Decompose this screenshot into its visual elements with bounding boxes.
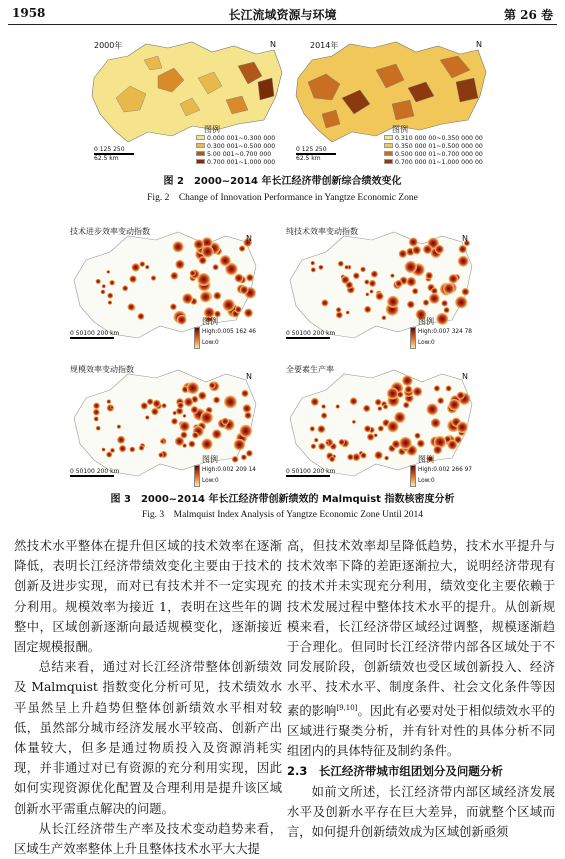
- density-spot: [346, 281, 354, 289]
- density-spot: [190, 270, 196, 276]
- density-spot: [102, 284, 106, 288]
- density-spot: [171, 418, 178, 425]
- density-spot: [110, 448, 115, 453]
- density-spot: [318, 443, 325, 450]
- density-spot: [151, 275, 156, 280]
- density-spot: [170, 303, 177, 310]
- density-spot: [145, 415, 149, 419]
- density-spot: [384, 456, 389, 461]
- legend-title: 图例: [202, 455, 218, 464]
- density-spot: [459, 245, 467, 253]
- density-spot: [321, 412, 327, 418]
- density-spot: [240, 286, 249, 295]
- legend-title: 图例: [392, 125, 408, 134]
- density-legend: 图例 High:0.002 266 97 Low:0: [410, 454, 472, 487]
- density-spot: [321, 299, 328, 306]
- north-arrow: N: [270, 40, 276, 49]
- density-spot: [434, 385, 440, 391]
- density-spot: [397, 391, 403, 397]
- density-spot: [441, 300, 448, 307]
- density-spot: [387, 296, 399, 308]
- density-spot: [213, 397, 220, 404]
- density-spot: [360, 267, 366, 273]
- density-spot: [224, 395, 237, 408]
- density-spot: [394, 412, 405, 423]
- fig3-panel: [282, 222, 482, 350]
- density-spot: [179, 421, 189, 431]
- density-spot: [403, 402, 409, 408]
- density-spot: [109, 280, 115, 286]
- density-spot: [425, 272, 433, 280]
- density-spot: [437, 397, 444, 404]
- density-spot: [209, 382, 216, 389]
- density-legend: 图例 High:0.002 209 14 Low:0: [194, 454, 256, 487]
- page-number: 1958: [12, 6, 46, 20]
- density-spot: [462, 288, 470, 296]
- density-spot: [402, 375, 413, 386]
- density-spot: [390, 274, 394, 278]
- density-spot: [338, 261, 344, 267]
- density-spot: [346, 311, 350, 315]
- density-spot: [101, 290, 106, 295]
- paragraph: 然技术水平整体在提升但区域的技术效率在逐渐降低，表明长江经济带绩效变化主要由于技术的创新及进步实现，而对已有技术并不一定实现充分利用。规模效率为接近 1，表明在这些年的调整中，区域创新逐渐向最适规模变化，逐渐接近固定规模报酬。: [14, 539, 282, 655]
- density-spot: [223, 299, 235, 311]
- density-spot: [336, 307, 341, 312]
- density-spot: [409, 237, 418, 246]
- density-spot: [399, 250, 407, 258]
- density-spot: [377, 406, 382, 411]
- density-spot: [426, 403, 438, 415]
- density-spot: [139, 445, 145, 451]
- density-spot: [423, 299, 429, 305]
- volume-label: 第 26 卷: [503, 8, 553, 22]
- density-spot: [202, 246, 214, 258]
- density-spot: [423, 245, 432, 254]
- density-spot: [376, 292, 384, 300]
- density-spot: [173, 241, 184, 252]
- density-spot: [239, 425, 252, 438]
- legend-title: 图例: [202, 317, 218, 326]
- density-spot: [96, 279, 101, 284]
- density-spot: [399, 437, 412, 450]
- density-spot: [364, 279, 369, 284]
- density-spot: [183, 414, 187, 418]
- density-spot: [339, 439, 345, 445]
- density-spot: [326, 441, 330, 445]
- density-spot: [392, 440, 400, 448]
- density-spot: [140, 261, 146, 267]
- density-spot: [414, 433, 420, 439]
- density-spot: [102, 448, 106, 452]
- density-spot: [177, 315, 187, 325]
- density-spot: [137, 313, 144, 320]
- density-spot: [360, 452, 366, 458]
- fig3-panel: [66, 360, 266, 488]
- density-spot: [443, 283, 454, 294]
- density-spot: [107, 293, 113, 299]
- running-header: [0, 0, 565, 26]
- fig2-left-year: 2000年: [94, 41, 123, 50]
- density-spot: [131, 263, 140, 272]
- density-spot: [364, 306, 371, 313]
- density-spot: [314, 438, 319, 443]
- density-spot: [457, 392, 465, 400]
- density-spot: [107, 270, 111, 274]
- density-spot: [187, 382, 199, 394]
- density-spot: [364, 425, 371, 432]
- density-spot: [387, 421, 399, 433]
- density-spot: [235, 306, 242, 313]
- paragraph: 高，但技术效率却呈降低趋势，技术水平提升与技术效率下降的差距逐渐拉大，说明经济带现有的技术并未实现充分利用，绩效变化主要依赖于技术发展过程中整体技术水平的提升。从创新规模来看，长江经济带区域经过调整，规模逐渐趋于合理化。但同时长江经济带内部各区域处于不同发展阶段，创新绩效也受区域创新投入、经济水平、技术水平、制度条件、社会文化条件等因素的影响[9,10]。因此有必要对处于相似绩效水平的区域进行聚类分析，并有针对性的具体分析不同组团内的具体特征及制约条件。: [287, 539, 555, 759]
- fig2-left-scale: 0 125 250 62.5 km: [94, 146, 134, 162]
- density-spot: [353, 272, 360, 279]
- density-spot: [458, 256, 469, 267]
- density-spot: [153, 400, 161, 408]
- density-spot: [449, 274, 459, 284]
- density-spot: [431, 418, 441, 428]
- density-spot: [127, 303, 135, 311]
- north-arrow: N: [246, 234, 252, 243]
- density-spot: [455, 296, 467, 308]
- legend-title: 图例: [418, 455, 434, 464]
- density-spot: [412, 288, 418, 294]
- density-spot: [220, 255, 231, 266]
- density-spot: [406, 277, 416, 287]
- density-spot: [365, 293, 369, 297]
- density-spot: [93, 402, 100, 409]
- density-spot: [352, 420, 356, 424]
- density-spot: [107, 399, 112, 404]
- density-spot: [129, 447, 135, 453]
- legend-title: 图例: [204, 125, 220, 134]
- fig3-panel: [282, 360, 482, 488]
- density-spot: [449, 399, 460, 410]
- panel-title: 纯技术效率变动指数: [286, 227, 358, 236]
- density-spot: [350, 397, 358, 405]
- scale-bar: 0 50100 200 km: [286, 330, 336, 337]
- fig2-left-legend: 图例 0.000 001~0.300 000 0.300 001~0.500 000 5.00 001~0.700 000 0.700 001~1.000 000: [196, 124, 275, 167]
- density-spot: [375, 399, 382, 406]
- density-spot: [435, 245, 444, 254]
- panel-title: 技术进步效率变动指数: [70, 227, 150, 236]
- density-spot: [246, 274, 254, 282]
- density-spot: [457, 422, 468, 433]
- density-spot: [446, 385, 452, 391]
- density-spot: [182, 293, 193, 304]
- density-spot: [213, 264, 219, 270]
- journal-title: 长江流域资源与环境: [228, 8, 337, 22]
- density-spot: [336, 312, 343, 319]
- density-spot: [363, 405, 370, 412]
- paragraph: 从长江经济带生产率及技术变动趋势来看，区域生产效率整体上升且整体技术水平大大提: [14, 821, 282, 857]
- density-spot: [162, 403, 167, 408]
- scale-bar: 0 50100 200 km: [70, 468, 120, 475]
- density-spot: [405, 261, 417, 273]
- density-spot: [243, 404, 252, 413]
- header-rule: [8, 24, 557, 25]
- density-spot: [444, 307, 450, 313]
- density-spot: [241, 390, 248, 397]
- density-spot: [108, 300, 112, 304]
- density-spot: [383, 404, 388, 409]
- fig3-caption-cn: 图 3 2000~2014 年长江经济带创新绩效的 Malmquist 指数核密度分析: [110, 494, 455, 505]
- panel-title: 规模效率变动指数: [70, 365, 134, 374]
- density-spot: [336, 404, 340, 408]
- density-spot: [387, 388, 399, 400]
- density-spot: [329, 456, 335, 462]
- density-spot: [311, 398, 319, 406]
- citation[interactable]: [9,10]: [336, 703, 358, 712]
- density-spot: [177, 402, 184, 409]
- density-spot: [188, 441, 195, 448]
- density-spot: [119, 445, 126, 452]
- density-spot: [117, 436, 125, 444]
- density-spot: [244, 412, 251, 419]
- density-spot: [405, 386, 413, 394]
- density-spot: [370, 290, 374, 294]
- density-spot: [374, 451, 382, 459]
- legend-title: 图例: [418, 317, 434, 326]
- north-arrow: N: [476, 40, 482, 49]
- density-spot: [147, 398, 154, 405]
- scale-bar: 0 50100 200 km: [70, 330, 120, 337]
- density-spot: [184, 397, 193, 406]
- density-spot: [369, 280, 376, 287]
- density-spot: [311, 267, 316, 272]
- density-spot: [201, 438, 212, 449]
- density-spot: [347, 454, 354, 461]
- density-spot: [395, 280, 403, 288]
- density-spot: [96, 426, 101, 431]
- density-spot: [318, 265, 323, 270]
- north-arrow: N: [462, 234, 468, 243]
- density-spot: [374, 433, 378, 437]
- density-spot: [175, 437, 184, 446]
- density-spot: [447, 440, 457, 450]
- density-spot: [433, 445, 442, 454]
- density-spot: [199, 256, 207, 264]
- panel-title: 全要素生产率: [286, 365, 334, 374]
- fig3-panel: [66, 222, 266, 350]
- density-spot: [407, 301, 415, 309]
- density-spot: [378, 425, 384, 431]
- density-spot: [417, 440, 425, 448]
- density-spot: [213, 292, 221, 300]
- density-spot: [413, 387, 423, 397]
- paragraph: 如前文所述，长江经济带内部区域经济发展水平及创新水平存在巨大差异，而就整个区域而言，如何提升创新绩效成为区域创新亟须: [287, 784, 555, 839]
- density-spot: [371, 271, 378, 278]
- fig2-right-legend: 图例 0.310 000 00~0.350 000 00 0.350 000 01~0.500 000 00 0.500 000 01~0.700 000 00 0.700 000 01~1.000 000 00: [384, 124, 483, 167]
- density-spot: [170, 272, 178, 280]
- density-spot: [200, 291, 211, 302]
- density-spot: [175, 260, 184, 269]
- density-spot: [321, 404, 326, 409]
- fig3-caption-en: Fig. 3 Malmquist Index Analysis of Yangtze Economic Zone Until 2014: [141, 510, 424, 520]
- density-spot: [429, 293, 440, 304]
- density-spot: [198, 392, 206, 400]
- density-spot: [212, 429, 222, 439]
- left-text-column: [14, 536, 282, 859]
- right-text-column: [287, 536, 555, 842]
- fig2-right-year: 2014年: [310, 41, 339, 50]
- density-spot: [93, 409, 100, 416]
- density-spot: [344, 265, 348, 269]
- density-spot: [94, 416, 99, 421]
- scale-bar: 0 50100 200 km: [286, 468, 336, 475]
- density-legend: 图例 High:0.005 162 46 Low:0: [194, 316, 256, 349]
- paragraph: 总结来看，通过对长江经济带整体创新绩效及 Malmquist 指数变化分析可见，技术绩效水平虽然呈上升趋势但整体创新绩效水平相对较低，虽然部分城市经济发展水平较高、创新产出体量较大，但多是通过物质投入及资源消耗实现，并非通过对已有资源的充分利用实现，因此如何实现资源优化配置及合理利用是提升该区域创新水平需重点解决的问题。: [14, 660, 282, 816]
- section-heading: 2.3 长江经济带城市组团划分及问题分析: [287, 764, 503, 779]
- density-spot: [200, 411, 213, 424]
- density-spot: [145, 265, 149, 269]
- density-spot: [234, 274, 243, 283]
- density-legend: 图例 High:0.007 324 78 Low:0: [410, 316, 472, 349]
- density-spot: [194, 239, 204, 249]
- density-spot: [117, 425, 121, 429]
- density-spot: [234, 439, 246, 451]
- fig2-caption-en: Fig. 2 Change of Innovation Performance in Yangtze Economic Zone: [147, 193, 418, 203]
- fig2-right-scale: 0 125 250 62.5 km: [296, 146, 336, 162]
- density-spot: [239, 245, 245, 251]
- density-spot: [191, 406, 199, 414]
- density-spot: [160, 439, 164, 443]
- density-spot: [317, 425, 325, 433]
- density-spot: [412, 246, 421, 255]
- north-arrow: N: [462, 372, 468, 381]
- density-spot: [367, 433, 374, 440]
- density-spot: [222, 418, 229, 425]
- fig2-caption-cn: 图 2 2000~2014 年长江经济带创新综合绩效变化: [163, 176, 402, 187]
- density-spot: [122, 285, 128, 291]
- density-spot: [311, 444, 317, 450]
- density-spot: [310, 426, 315, 431]
- density-spot: [110, 406, 114, 410]
- density-spot: [310, 261, 315, 266]
- density-spot: [382, 315, 387, 320]
- north-arrow: N: [246, 372, 252, 381]
- density-spot: [141, 402, 148, 409]
- density-spot: [192, 432, 199, 439]
- density-spot: [158, 452, 163, 457]
- density-spot: [129, 275, 137, 283]
